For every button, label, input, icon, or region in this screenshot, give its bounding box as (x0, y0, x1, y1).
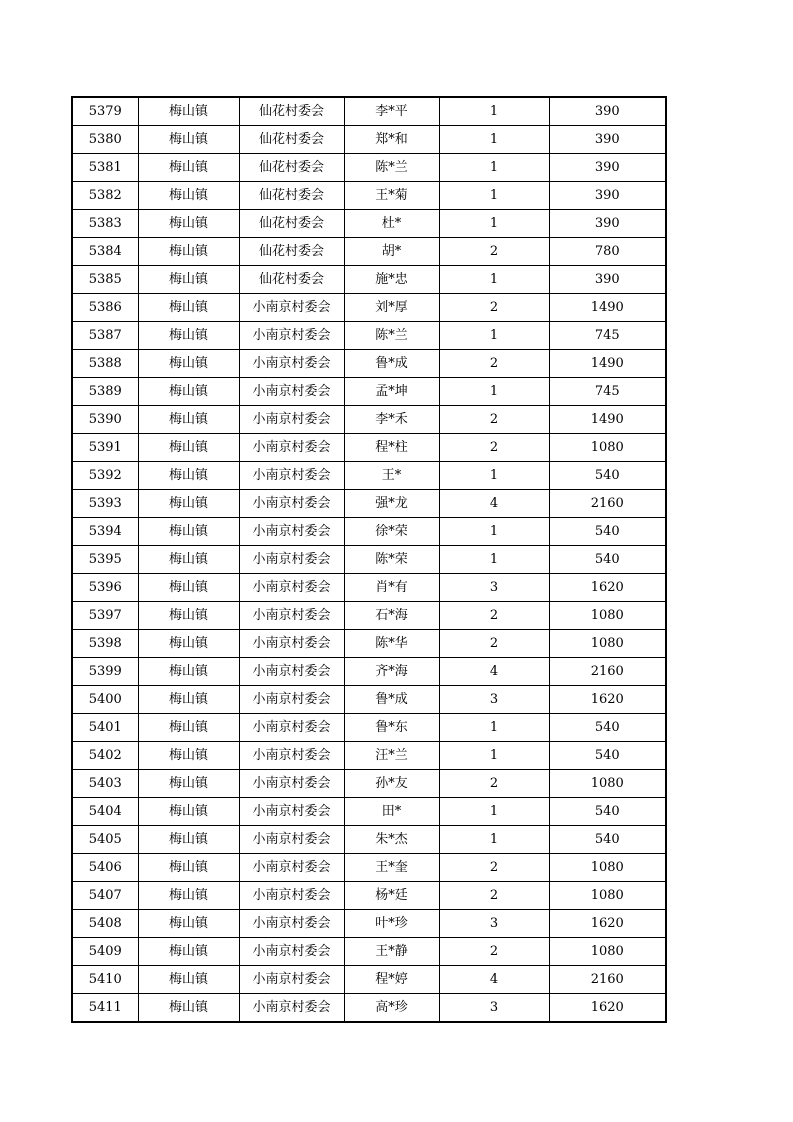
amount-cell: 540 (549, 714, 666, 742)
serial-number-cell: 5390 (72, 406, 138, 434)
table-row (72, 742, 666, 770)
table-row (72, 910, 666, 938)
amount-cell: 390 (549, 210, 666, 238)
table-row (72, 266, 666, 294)
village-committee-cell: 仙花村委会 (239, 266, 344, 294)
name-cell: 李*平 (344, 97, 439, 126)
town-cell: 梅山镇 (138, 658, 239, 686)
town-cell: 梅山镇 (138, 994, 239, 1023)
table-row (72, 826, 666, 854)
table-row (72, 770, 666, 798)
household-count-cell: 2 (439, 602, 549, 630)
village-committee-cell: 小南京村委会 (239, 434, 344, 462)
household-count-cell: 1 (439, 322, 549, 350)
household-count-cell: 1 (439, 126, 549, 154)
household-count-cell: 2 (439, 434, 549, 462)
household-count-cell: 2 (439, 630, 549, 658)
amount-cell: 1490 (549, 350, 666, 378)
village-committee-cell: 小南京村委会 (239, 714, 344, 742)
name-cell: 田* (344, 798, 439, 826)
amount-cell: 1620 (549, 994, 666, 1023)
serial-number-cell: 5402 (72, 742, 138, 770)
name-cell: 鲁*成 (344, 686, 439, 714)
village-committee-cell: 小南京村委会 (239, 350, 344, 378)
serial-number-cell: 5406 (72, 854, 138, 882)
household-count-cell: 1 (439, 714, 549, 742)
town-cell: 梅山镇 (138, 630, 239, 658)
name-cell: 刘*厚 (344, 294, 439, 322)
name-cell: 汪*兰 (344, 742, 439, 770)
household-count-cell: 1 (439, 378, 549, 406)
village-committee-cell: 小南京村委会 (239, 826, 344, 854)
name-cell: 孟*坤 (344, 378, 439, 406)
town-cell: 梅山镇 (138, 854, 239, 882)
serial-number-cell: 5395 (72, 546, 138, 574)
household-count-cell: 2 (439, 882, 549, 910)
table-row (72, 126, 666, 154)
name-cell: 强*龙 (344, 490, 439, 518)
town-cell: 梅山镇 (138, 154, 239, 182)
table-row (72, 462, 666, 490)
name-cell: 叶*珍 (344, 910, 439, 938)
town-cell: 梅山镇 (138, 378, 239, 406)
town-cell: 梅山镇 (138, 686, 239, 714)
serial-number-cell: 5386 (72, 294, 138, 322)
table-row (72, 97, 666, 126)
serial-number-cell: 5398 (72, 630, 138, 658)
table-row (72, 574, 666, 602)
village-committee-cell: 小南京村委会 (239, 406, 344, 434)
amount-cell: 780 (549, 238, 666, 266)
serial-number-cell: 5381 (72, 154, 138, 182)
serial-number-cell: 5385 (72, 266, 138, 294)
village-committee-cell: 小南京村委会 (239, 854, 344, 882)
serial-number-cell: 5407 (72, 882, 138, 910)
amount-cell: 1490 (549, 294, 666, 322)
serial-number-cell: 5405 (72, 826, 138, 854)
household-count-cell: 1 (439, 462, 549, 490)
serial-number-cell: 5387 (72, 322, 138, 350)
village-committee-cell: 小南京村委会 (239, 686, 344, 714)
town-cell: 梅山镇 (138, 770, 239, 798)
amount-cell: 390 (549, 154, 666, 182)
town-cell: 梅山镇 (138, 546, 239, 574)
table-row (72, 714, 666, 742)
household-count-cell: 2 (439, 854, 549, 882)
amount-cell: 1080 (549, 434, 666, 462)
household-count-cell: 2 (439, 406, 549, 434)
data-table (71, 96, 667, 1023)
amount-cell: 390 (549, 97, 666, 126)
amount-cell: 2160 (549, 490, 666, 518)
amount-cell: 540 (549, 462, 666, 490)
serial-number-cell: 5399 (72, 658, 138, 686)
serial-number-cell: 5380 (72, 126, 138, 154)
amount-cell: 540 (549, 742, 666, 770)
name-cell: 陈*荣 (344, 546, 439, 574)
household-count-cell: 1 (439, 798, 549, 826)
town-cell: 梅山镇 (138, 97, 239, 126)
serial-number-cell: 5397 (72, 602, 138, 630)
table-row (72, 882, 666, 910)
village-committee-cell: 小南京村委会 (239, 966, 344, 994)
serial-number-cell: 5389 (72, 378, 138, 406)
household-count-cell: 1 (439, 742, 549, 770)
serial-number-cell: 5408 (72, 910, 138, 938)
name-cell: 王*菊 (344, 182, 439, 210)
amount-cell: 540 (549, 518, 666, 546)
name-cell: 胡* (344, 238, 439, 266)
table-body (72, 97, 666, 1022)
village-committee-cell: 小南京村委会 (239, 630, 344, 658)
amount-cell: 390 (549, 182, 666, 210)
table-row (72, 518, 666, 546)
household-count-cell: 1 (439, 518, 549, 546)
table-row (72, 350, 666, 378)
name-cell: 鲁*东 (344, 714, 439, 742)
village-committee-cell: 小南京村委会 (239, 658, 344, 686)
name-cell: 石*海 (344, 602, 439, 630)
table-row (72, 966, 666, 994)
name-cell: 程*柱 (344, 434, 439, 462)
village-committee-cell: 小南京村委会 (239, 994, 344, 1023)
serial-number-cell: 5382 (72, 182, 138, 210)
village-committee-cell: 仙花村委会 (239, 97, 344, 126)
amount-cell: 1080 (549, 854, 666, 882)
village-committee-cell: 小南京村委会 (239, 462, 344, 490)
amount-cell: 1620 (549, 910, 666, 938)
serial-number-cell: 5409 (72, 938, 138, 966)
name-cell: 孙*友 (344, 770, 439, 798)
town-cell: 梅山镇 (138, 294, 239, 322)
town-cell: 梅山镇 (138, 182, 239, 210)
table-row (72, 154, 666, 182)
table-row (72, 994, 666, 1023)
household-count-cell: 1 (439, 182, 549, 210)
household-count-cell: 3 (439, 994, 549, 1023)
amount-cell: 745 (549, 322, 666, 350)
town-cell: 梅山镇 (138, 742, 239, 770)
town-cell: 梅山镇 (138, 938, 239, 966)
table-row (72, 546, 666, 574)
amount-cell: 540 (549, 798, 666, 826)
village-committee-cell: 仙花村委会 (239, 154, 344, 182)
amount-cell: 1620 (549, 574, 666, 602)
household-count-cell: 3 (439, 574, 549, 602)
serial-number-cell: 5411 (72, 994, 138, 1023)
village-committee-cell: 小南京村委会 (239, 602, 344, 630)
household-count-cell: 1 (439, 546, 549, 574)
village-committee-cell: 小南京村委会 (239, 546, 344, 574)
village-committee-cell: 小南京村委会 (239, 378, 344, 406)
town-cell: 梅山镇 (138, 714, 239, 742)
name-cell: 齐*海 (344, 658, 439, 686)
serial-number-cell: 5384 (72, 238, 138, 266)
serial-number-cell: 5400 (72, 686, 138, 714)
town-cell: 梅山镇 (138, 434, 239, 462)
amount-cell: 1080 (549, 938, 666, 966)
village-committee-cell: 小南京村委会 (239, 490, 344, 518)
household-count-cell: 2 (439, 350, 549, 378)
name-cell: 陈*华 (344, 630, 439, 658)
name-cell: 施*忠 (344, 266, 439, 294)
name-cell: 郑*和 (344, 126, 439, 154)
household-count-cell: 4 (439, 658, 549, 686)
name-cell: 杜* (344, 210, 439, 238)
name-cell: 陈*兰 (344, 154, 439, 182)
serial-number-cell: 5410 (72, 966, 138, 994)
town-cell: 梅山镇 (138, 322, 239, 350)
serial-number-cell: 5383 (72, 210, 138, 238)
name-cell: 徐*荣 (344, 518, 439, 546)
serial-number-cell: 5391 (72, 434, 138, 462)
table-row (72, 798, 666, 826)
household-count-cell: 1 (439, 97, 549, 126)
amount-cell: 2160 (549, 966, 666, 994)
village-committee-cell: 仙花村委会 (239, 182, 344, 210)
household-count-cell: 4 (439, 966, 549, 994)
serial-number-cell: 5388 (72, 350, 138, 378)
village-committee-cell: 小南京村委会 (239, 938, 344, 966)
serial-number-cell: 5394 (72, 518, 138, 546)
town-cell: 梅山镇 (138, 490, 239, 518)
village-committee-cell: 小南京村委会 (239, 910, 344, 938)
name-cell: 李*禾 (344, 406, 439, 434)
village-committee-cell: 仙花村委会 (239, 126, 344, 154)
amount-cell: 1080 (549, 602, 666, 630)
name-cell: 鲁*成 (344, 350, 439, 378)
name-cell: 王* (344, 462, 439, 490)
name-cell: 陈*兰 (344, 322, 439, 350)
table-row (72, 322, 666, 350)
town-cell: 梅山镇 (138, 350, 239, 378)
table-row (72, 686, 666, 714)
town-cell: 梅山镇 (138, 518, 239, 546)
table-row (72, 210, 666, 238)
amount-cell: 390 (549, 266, 666, 294)
table-row (72, 602, 666, 630)
household-count-cell: 3 (439, 686, 549, 714)
serial-number-cell: 5379 (72, 97, 138, 126)
table-row (72, 434, 666, 462)
table-row (72, 378, 666, 406)
serial-number-cell: 5393 (72, 490, 138, 518)
serial-number-cell: 5401 (72, 714, 138, 742)
table-row (72, 854, 666, 882)
village-committee-cell: 小南京村委会 (239, 322, 344, 350)
serial-number-cell: 5392 (72, 462, 138, 490)
town-cell: 梅山镇 (138, 798, 239, 826)
household-count-cell: 2 (439, 294, 549, 322)
village-committee-cell: 仙花村委会 (239, 210, 344, 238)
town-cell: 梅山镇 (138, 826, 239, 854)
amount-cell: 1620 (549, 686, 666, 714)
household-count-cell: 2 (439, 938, 549, 966)
village-committee-cell: 仙花村委会 (239, 238, 344, 266)
village-committee-cell: 小南京村委会 (239, 882, 344, 910)
amount-cell: 540 (549, 826, 666, 854)
household-count-cell: 3 (439, 910, 549, 938)
table-row (72, 294, 666, 322)
serial-number-cell: 5403 (72, 770, 138, 798)
town-cell: 梅山镇 (138, 910, 239, 938)
serial-number-cell: 5396 (72, 574, 138, 602)
town-cell: 梅山镇 (138, 126, 239, 154)
table-row (72, 938, 666, 966)
household-count-cell: 1 (439, 154, 549, 182)
village-committee-cell: 小南京村委会 (239, 294, 344, 322)
amount-cell: 1080 (549, 770, 666, 798)
town-cell: 梅山镇 (138, 882, 239, 910)
town-cell: 梅山镇 (138, 210, 239, 238)
name-cell: 王*奎 (344, 854, 439, 882)
town-cell: 梅山镇 (138, 462, 239, 490)
table-row (72, 182, 666, 210)
amount-cell: 1080 (549, 630, 666, 658)
household-count-cell: 2 (439, 238, 549, 266)
table-row (72, 630, 666, 658)
village-committee-cell: 小南京村委会 (239, 798, 344, 826)
household-count-cell: 1 (439, 210, 549, 238)
name-cell: 王*静 (344, 938, 439, 966)
village-committee-cell: 小南京村委会 (239, 518, 344, 546)
village-committee-cell: 小南京村委会 (239, 770, 344, 798)
household-count-cell: 2 (439, 770, 549, 798)
name-cell: 朱*杰 (344, 826, 439, 854)
amount-cell: 1080 (549, 882, 666, 910)
name-cell: 程*婷 (344, 966, 439, 994)
amount-cell: 2160 (549, 658, 666, 686)
village-committee-cell: 小南京村委会 (239, 574, 344, 602)
amount-cell: 540 (549, 546, 666, 574)
table-row (72, 658, 666, 686)
serial-number-cell: 5404 (72, 798, 138, 826)
town-cell: 梅山镇 (138, 966, 239, 994)
amount-cell: 745 (549, 378, 666, 406)
table-row (72, 238, 666, 266)
household-count-cell: 4 (439, 490, 549, 518)
town-cell: 梅山镇 (138, 238, 239, 266)
table-row (72, 490, 666, 518)
town-cell: 梅山镇 (138, 602, 239, 630)
village-committee-cell: 小南京村委会 (239, 742, 344, 770)
town-cell: 梅山镇 (138, 574, 239, 602)
town-cell: 梅山镇 (138, 266, 239, 294)
household-count-cell: 1 (439, 826, 549, 854)
household-count-cell: 1 (439, 266, 549, 294)
amount-cell: 1490 (549, 406, 666, 434)
name-cell: 杨*廷 (344, 882, 439, 910)
name-cell: 高*珍 (344, 994, 439, 1023)
town-cell: 梅山镇 (138, 406, 239, 434)
amount-cell: 390 (549, 126, 666, 154)
table-row (72, 406, 666, 434)
name-cell: 肖*有 (344, 574, 439, 602)
